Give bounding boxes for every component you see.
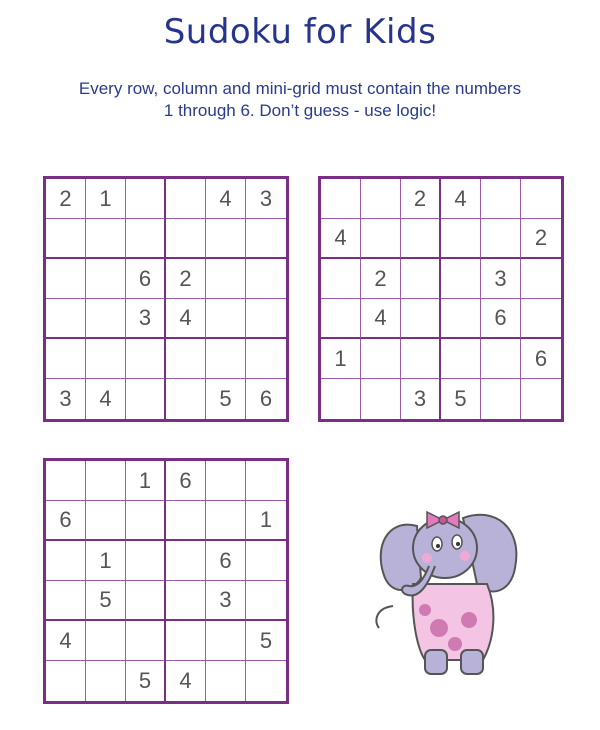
sudoku-cell: [126, 179, 166, 219]
instructions-line-1: Every row, column and mini-grid must contain the numbers: [78, 79, 522, 98]
sudoku-cell: [206, 501, 246, 541]
sudoku-cell: [521, 379, 561, 419]
instructions-line-2: 1 through 6. Don’t guess - use logic!: [163, 101, 437, 120]
sudoku-cell: [166, 541, 206, 581]
sudoku-cell: 4: [46, 621, 86, 661]
sudoku-cell: [246, 219, 286, 259]
sudoku-cell: 4: [321, 219, 361, 259]
sudoku-cell: [441, 259, 481, 299]
sudoku-cell: 5: [441, 379, 481, 419]
sudoku-cell: [206, 299, 246, 339]
sudoku-cell: [126, 621, 166, 661]
sudoku-cell: 2: [521, 219, 561, 259]
sudoku-grid-2: [318, 176, 564, 422]
sudoku-cell: 5: [86, 581, 126, 621]
sudoku-cell: [46, 299, 86, 339]
sudoku-cell: [521, 259, 561, 299]
sudoku-cell: [361, 379, 401, 419]
sudoku-cell: [206, 621, 246, 661]
sudoku-cell: [46, 541, 86, 581]
sudoku-cell: [441, 299, 481, 339]
sudoku-cell: [401, 259, 441, 299]
sudoku-cell: [206, 259, 246, 299]
sudoku-cell: 5: [126, 661, 166, 701]
sudoku-cell: [126, 581, 166, 621]
sudoku-cell: 3: [481, 259, 521, 299]
sudoku-cell: [246, 661, 286, 701]
sudoku-cell: 3: [401, 379, 441, 419]
sudoku-cell: [166, 219, 206, 259]
sudoku-cell: [521, 299, 561, 339]
sudoku-cell: 1: [86, 541, 126, 581]
sudoku-cell: 6: [481, 299, 521, 339]
sudoku-cell: [521, 179, 561, 219]
sudoku-cell: [481, 179, 521, 219]
sudoku-cell: [321, 379, 361, 419]
sudoku-cell: 4: [361, 299, 401, 339]
sudoku-cell: [166, 581, 206, 621]
sudoku-cell: 6: [166, 461, 206, 501]
sudoku-cell: 6: [206, 541, 246, 581]
sudoku-cell: 1: [321, 339, 361, 379]
sudoku-cell: [166, 621, 206, 661]
sudoku-cell: [86, 461, 126, 501]
sudoku-cell: [441, 339, 481, 379]
sudoku-cell: [86, 501, 126, 541]
sudoku-cell: [401, 339, 441, 379]
sudoku-cell: [246, 461, 286, 501]
sudoku-cell: [46, 461, 86, 501]
instructions: [0, 78, 600, 122]
sudoku-cell: [401, 219, 441, 259]
sudoku-cell: [481, 339, 521, 379]
sudoku-cell: 4: [206, 179, 246, 219]
sudoku-cell: [246, 339, 286, 379]
sudoku-cell: [46, 219, 86, 259]
sudoku-cell: [46, 339, 86, 379]
sudoku-cell: 1: [246, 501, 286, 541]
page-title: Sudoku for Kids: [163, 12, 437, 52]
sudoku-cell: [321, 299, 361, 339]
sudoku-cell: [361, 219, 401, 259]
sudoku-cell: [246, 299, 286, 339]
sudoku-cell: [86, 219, 126, 259]
sudoku-cell: 3: [246, 179, 286, 219]
sudoku-cell: 4: [166, 299, 206, 339]
sudoku-cell: [206, 219, 246, 259]
sudoku-cell: [86, 339, 126, 379]
sudoku-cell: 6: [46, 501, 86, 541]
sudoku-cell: 3: [126, 299, 166, 339]
sudoku-cell: [166, 379, 206, 419]
sudoku-cell: [46, 259, 86, 299]
sudoku-cell: 3: [46, 379, 86, 419]
sudoku-cell: [246, 541, 286, 581]
sudoku-cell: [441, 219, 481, 259]
sudoku-cell: 2: [166, 259, 206, 299]
sudoku-cell: [166, 501, 206, 541]
sudoku-cell: [126, 501, 166, 541]
sudoku-cell: 2: [401, 179, 441, 219]
sudoku-cell: 2: [361, 259, 401, 299]
sudoku-cell: [246, 581, 286, 621]
sudoku-cell: [206, 461, 246, 501]
sudoku-cell: [206, 339, 246, 379]
sudoku-cell: [361, 339, 401, 379]
sudoku-grid-3: [43, 458, 289, 704]
sudoku-cell: [206, 661, 246, 701]
sudoku-cell: [86, 661, 126, 701]
sudoku-cell: [126, 339, 166, 379]
sudoku-cell: 1: [126, 461, 166, 501]
sudoku-cell: [126, 541, 166, 581]
sudoku-cell: [481, 219, 521, 259]
sudoku-cell: [166, 339, 206, 379]
sudoku-cell: [246, 259, 286, 299]
sudoku-cell: 6: [259, 386, 273, 411]
sudoku-cell: [481, 379, 521, 419]
sudoku-cell: 4: [441, 179, 481, 219]
elephant-illustration: [365, 488, 525, 683]
sudoku-cell: [126, 379, 166, 419]
sudoku-cell: 1: [86, 179, 126, 219]
sudoku-cell: 2: [46, 179, 86, 219]
sudoku-cell: 3: [206, 581, 246, 621]
sudoku-cell: [86, 299, 126, 339]
sudoku-cell: [126, 219, 166, 259]
sudoku-cell: [166, 179, 206, 219]
sudoku-grid-1: [43, 176, 289, 422]
sudoku-cell: [401, 299, 441, 339]
sudoku-cell: 5: [246, 621, 286, 661]
sudoku-cell: [46, 661, 86, 701]
sudoku-cell: 4: [86, 379, 126, 419]
sudoku-cell: [321, 259, 361, 299]
sudoku-cell: [361, 179, 401, 219]
sudoku-cell: [46, 581, 86, 621]
sudoku-cell: [86, 621, 126, 661]
sudoku-cell: [86, 259, 126, 299]
sudoku-cell: 6: [126, 259, 166, 299]
sudoku-cell: 5: [206, 379, 246, 419]
sudoku-cell: 4: [166, 661, 206, 701]
sudoku-cell: 6: [521, 339, 561, 379]
sudoku-cell: [321, 179, 361, 219]
